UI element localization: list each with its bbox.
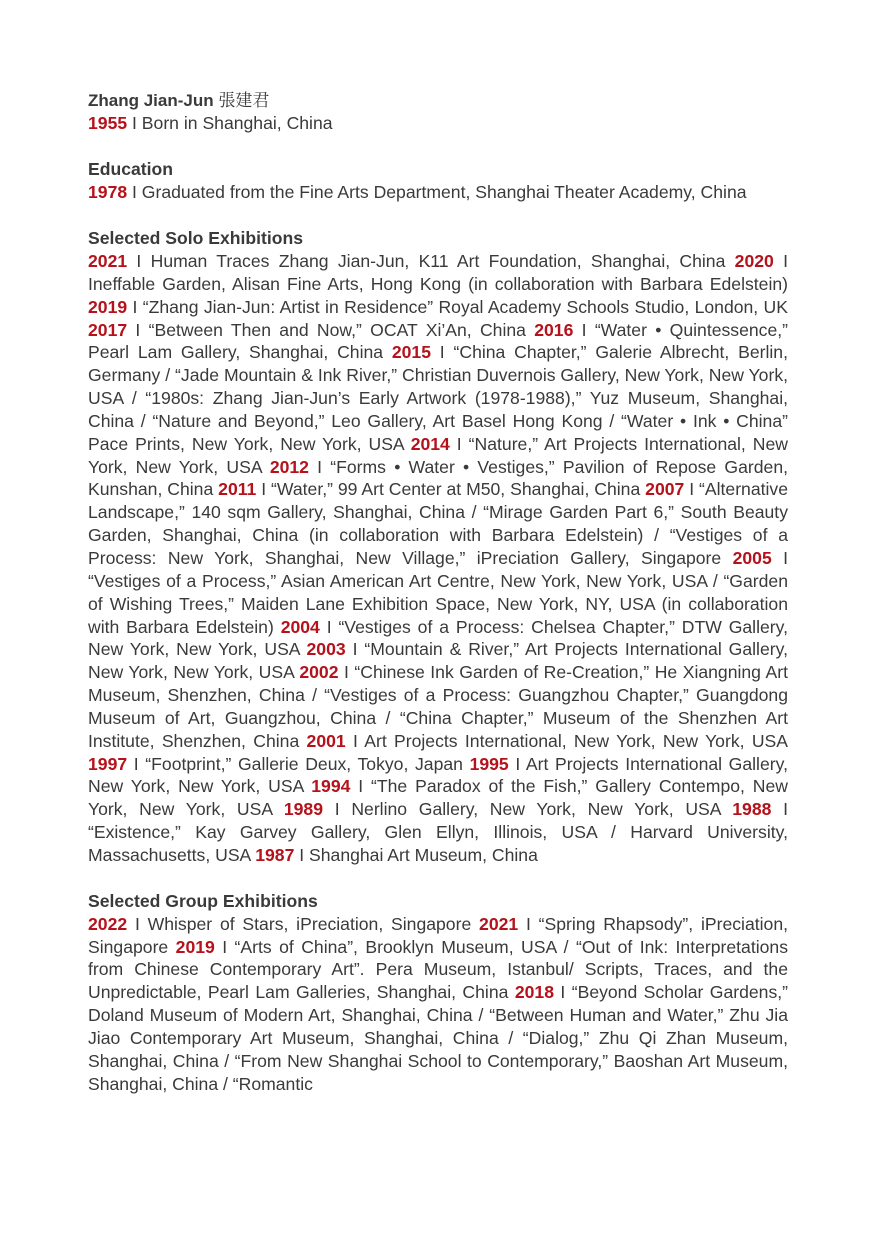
birth-line [88, 112, 788, 135]
education-heading: Education [88, 159, 174, 179]
solo-entry-text: I “Zhang Jian-Jun: Artist in Residence” Royal Academy Schools Studio, London, UK [127, 296, 788, 317]
group-exhibitions-list [88, 913, 788, 1096]
solo-exhibitions-heading: Selected Solo Exhibitions [88, 228, 304, 248]
solo-entry-year: 1988 [732, 799, 772, 820]
solo-entry-year: 2005 [732, 547, 772, 568]
education-entry-year: 1978 [88, 182, 128, 202]
solo-entry-text: I Ineffable Garden, Alisan Fine Arts, Hong Kong (in collaboration with Barbara Edelstein) [88, 251, 788, 294]
solo-entry-year: 1989 [283, 799, 323, 820]
birth-year: 1955 [88, 113, 128, 133]
solo-entry-text: I “Vestiges of a Process,” Asian American Art Centre, New York, New York, USA / “Garden of Wishing Trees,” Maiden Lane Exhibition Space, New York, NY, USA (in collaboration with Barbara Edelstein) [88, 547, 789, 637]
solo-entry-year: 1995 [469, 753, 509, 774]
solo-entry-text: I “The Paradox of the Fish,” Gallery Contempo, New York, New York, USA [88, 776, 788, 820]
group-entry-year: 2021 [479, 913, 519, 934]
solo-entry-text: I “Mountain & River,” Art Projects International Gallery, New York, New York, USA [88, 639, 788, 683]
solo-entry-text: I “Water • Quintessence,” Pearl Lam Gallery, Shanghai, China [88, 319, 789, 363]
solo-entry-year: 2012 [269, 456, 309, 477]
group-entry-text: I “Beyond Scholar Gardens,” Doland Museum of Modern Art, Shanghai, China / “Between Human and Water,” Zhu Jia Jiao Contemporary Art Museum, Shanghai, China / “Dialog,” Zhu Qi Zhan Museum, Shanghai, China / “From New Shanghai School to Contemporary,” Baoshan Art Museum, Shanghai, China / “Romantic [88, 982, 788, 1094]
solo-entry-year: 2001 [306, 730, 346, 751]
solo-entry-year: 2015 [391, 342, 431, 363]
solo-entry-year: 2014 [410, 433, 450, 454]
solo-entry-text: I Shanghai Art Museum, China [294, 844, 538, 865]
solo-entry-text: I “Existence,” Kay Garvey Gallery, Glen Ellyn, Illinois, USA / Harvard University, Massachusetts, USA [88, 799, 788, 865]
group-entry-text: I “Spring Rhapsody”, iPreciation, Singapore [88, 913, 789, 957]
cv-document [88, 89, 788, 1096]
solo-entry-text: I “China Chapter,” Galerie Albrecht, Berlin, Germany / “Jade Mountain & Ink River,” Christian Duvernois Gallery, New York, New York, USA / “1980s: Zhang Jian-Jun’s Early Artwork (1978-1988),” Yuz Museum, Shanghai, China / “Nature and Beyond,” Leo Gallery, Art Basel Hong Kong / “Water • Ink • China” Pace Prints, New York, New York, USA [88, 342, 788, 454]
group-entry-year: 2018 [514, 982, 554, 1003]
education-entries [88, 181, 788, 204]
group-entry-text: I Whisper of Stars, iPreciation, Singapore [127, 913, 480, 934]
solo-entry-year: 2020 [734, 251, 774, 271]
solo-entry-text: I Art Projects International, New York, New York, USA [345, 730, 789, 751]
solo-entry-year: 2011 [218, 479, 257, 500]
solo-entry-year: 2004 [280, 616, 320, 637]
artist-chinese-name: 張建君 [218, 91, 270, 110]
solo-entry-text: I “Water,” 99 Art Center at M50, Shanghai, China [256, 479, 646, 500]
solo-entry-year: 2003 [306, 639, 346, 660]
solo-entry-year: 1994 [311, 776, 351, 797]
solo-entry-text: I “Chinese Ink Garden of Re-Creation,” He Xiangning Art Museum, Shenzhen, China / “Vestiges of a Process: Guangzhou Chapter,” Guangdong Museum of Art, Guangzhou, China / “China Chapter,” Museum of the Shenzhen Art Institute, Shenzhen, China [88, 662, 788, 751]
solo-entry-text: I Human Traces Zhang Jian-Jun, K11 Art Foundation, Shanghai, China [127, 251, 735, 271]
education-entry-text: I Graduated from the Fine Arts Department, Shanghai Theater Academy, China [127, 182, 747, 202]
artist-name: Zhang Jian-Jun [88, 91, 214, 110]
solo-entry-year: 2021 [88, 251, 128, 271]
solo-entry-text: I “Vestiges of a Process: Chelsea Chapter,” DTW Gallery, New York, New York, USA [88, 616, 789, 660]
group-entry-text: I “Arts of China”, Brooklyn Museum, USA / “Out of Ink: Interpretations from Chinese Contemporary Art”. Pera Museum, Istanbul/ Scripts, Traces, and the Unpredictable, Pearl Lam Galleries, Shanghai, China [88, 936, 788, 1003]
solo-entry-text: I “Nature,” Art Projects International, New York, New York, USA [88, 433, 788, 477]
solo-entry-year: 2019 [88, 296, 128, 317]
solo-entry-text: I Nerlino Gallery, New York, New York, USA [323, 799, 733, 820]
solo-entry-year: 1997 [88, 753, 128, 774]
group-exhibitions-heading: Selected Group Exhibitions [88, 890, 318, 911]
solo-entry-year: 2002 [299, 662, 339, 683]
solo-entry-year: 1987 [255, 844, 295, 865]
artist-name-line [88, 89, 788, 112]
solo-entry-year: 2016 [534, 319, 574, 340]
solo-exhibitions-list [88, 250, 788, 867]
solo-entry-text: I Art Projects International Gallery, New York, New York, USA [88, 753, 788, 797]
solo-entry-text: I “Footprint,” Gallerie Deux, Tokyo, Japan [127, 753, 470, 774]
group-entry-year: 2022 [88, 913, 128, 934]
solo-entry-text: I “Alternative Landscape,” 140 sqm Gallery, Shanghai, China / “Mirage Garden Part 6,” South Beauty Garden, Shanghai, China (in collaboration with Barbara Edelstein) / “Vestiges of a Process: New York, Shanghai, New Village,” iPreciation Gallery, Singapore [88, 479, 788, 568]
solo-entry-year: 2017 [88, 319, 128, 340]
solo-entry-text: I “Forms • Water • Vestiges,” Pavilion of Repose Garden, Kunshan, China [88, 456, 788, 500]
solo-entry-text: I “Between Then and Now,” OCAT Xi’An, China [127, 319, 535, 340]
solo-entry-year: 2007 [645, 479, 685, 500]
group-entry-year: 2019 [175, 936, 215, 957]
birth-text: I Born in Shanghai, China [127, 113, 333, 133]
